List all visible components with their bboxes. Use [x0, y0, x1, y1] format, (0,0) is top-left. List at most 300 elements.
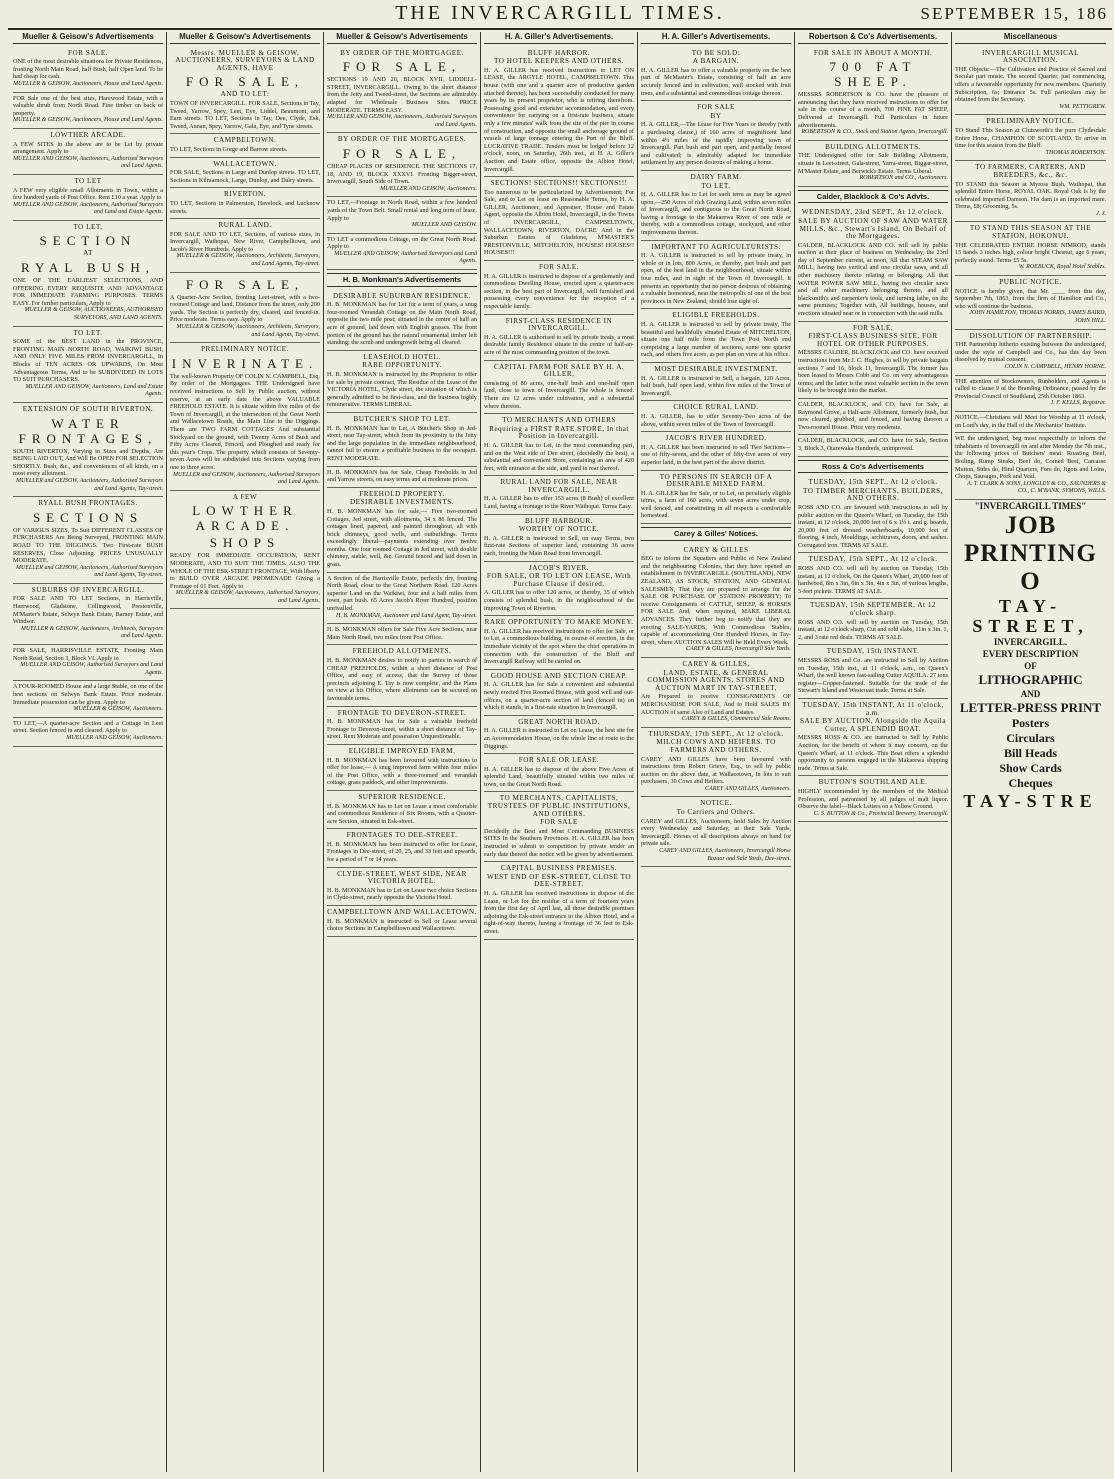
ad-body: H. A. GILLER has received instructions to offer for Sale, or to Let, a commodious building, in course of erection, in the immediate vicinity of the spot where the chief operations in connection with the construction of the Bluff and Invercargill Railway will be carried on.: [484, 627, 634, 666]
ad-heading: CAPITAL FARM FOR SALE BY H. A. GILLER,: [493, 362, 625, 379]
column-header: Mueller & Geisow's Advertisements: [170, 32, 320, 44]
ad-subheading: WORTHY OF NOTICE.: [518, 525, 600, 534]
advertisement: [641, 544, 791, 658]
advertisement: [798, 206, 948, 321]
advertisement: [327, 488, 477, 573]
ad-signature: MUELLER AND GEISOW, Auctioneers, Land and Estate Agents.: [25, 383, 163, 398]
ad-body: FOR SALE, Sections in Large and Dunlop streets. TO LET, Sections in Kilmarnock, Large, Dunlop, and Dalry streets.: [170, 169, 320, 184]
ad-subheading: LAND, ESTATE, & GENERAL COMMISSION AGENTS, STORES AND AUCTION MART IN TAY-STREET,: [647, 668, 785, 692]
ad-body: TO STAND this Season at Myross Bush, Waihopai, that splendid Entire Horse, ROYAL OAK. Royal Oak is by the celebrated imported Damson. His dam is an imported mare. Terms, £8; Grooming, 5s.: [955, 180, 1106, 211]
advertisement: [170, 343, 320, 491]
advertisement: [641, 658, 791, 728]
ad-signature: MUELLER and GEISOW, Auctioneers, Authorised Surveyors and Land Agents, Tay-street.: [15, 477, 163, 492]
ad-display-heading: INVERINATE.: [171, 355, 319, 371]
ad-body: CALDER, BLACKLOCK AND CO. will sell by public auction at their place of business on Wednesday, the 23rd day of September current, at noon, All that STEAM SAW MILL, having two vertical and one circular saws, and all other machinery thereto relating or belonging. All that WATER POWER SAW MILL, having two circular saws and all other machinery belonging thereto, and all blacksmith's and carpenter's tools, and turning lathe, on the same premises; Together with, All buildings, houses, and erections situated near or in connection with the said mills.: [798, 241, 948, 318]
advertisement: [13, 129, 163, 175]
ad-body: H. B. MONKMAN has for Sale a valuable freehold Frontage to Deveron-street, within a short distance of Tay-street. Rent Moderate and possession Unquestionable.: [327, 718, 477, 741]
advertisement: [484, 361, 634, 415]
advertisement: [170, 491, 320, 610]
ad-body: THE Partnership hitherto existing between the undersigned, under the style of Campbell and Co., has this day been dissolved by mutual consent.: [955, 341, 1106, 364]
advertisement: [327, 906, 477, 937]
ad-heading: FREEHOLD PROPERTY.: [359, 489, 445, 498]
newspaper-title: THE INVERCARGILL TIMES.: [395, 2, 725, 24]
advertisement: [641, 363, 791, 401]
ad-heading: JACOB'S RIVER HUNDRED.: [665, 434, 767, 443]
advertisement: [955, 161, 1106, 222]
ad-signature: MUELLER & GEISOW, Auctioneers, Architects, Surveyors, and Land Agents, Tay-street.: [176, 253, 320, 268]
column-header: Mueller & Geisow's Advertisements: [13, 32, 163, 44]
ad-heading: TUESDAY, 15th SEPTEMBER, At 12 o'clock sharp.: [809, 601, 937, 618]
ad-signature: MUELLER & GEISOW, Auctioneers, Authorised Surveyors, and Land Agents.: [175, 590, 320, 604]
ad-body: Too numerous to be particularized by Advertisement; For Sale, and to Let on lease on Reasonable Terms, by H. A. GILLER, Auctioneer, and Appraiser, House and Estate Agent, opposite the Albion Hotel, Invercargill, in the Towns of INVERCARGILL, CAMPBELTOWN, WALLACETOWN, RIVERTON, DACRE And in the Suburban Estates of Gladstone, M'MASTER'S PRESTONVILLE, MITCHELTON, HOUSES! HOUSES!! HOUSES!!!: [484, 188, 634, 257]
advertisement: [327, 413, 477, 467]
printing-line: INVERCARGILL.: [993, 636, 1068, 647]
ad-body: SOUTH RIVERTON, Varying in Sizes and Depths, Are BEING LAID OUT, And Will Be OPEN FOR SELECTION SHORTLY. Bush, &c., and conveniences of all kinds, on a most every allotment.: [13, 447, 163, 478]
ad-heading: TO FARMERS, CARTERS, AND BREEDERS, &c., &c.: [975, 163, 1086, 179]
ad-signature: MUELLER and GEISOW, Auctioneers, Authorised Surveyors and Land Agents, Tay-street.: [15, 564, 163, 579]
advertisement: [327, 645, 477, 706]
ad-heading: CAMPBELLTOWN AND WALLACETOWN.: [327, 908, 477, 917]
advertisement: [484, 315, 634, 361]
ad-heading: TUESDAY, 15th INSTANT, At 11 o'clock, a.m.: [802, 700, 944, 717]
advertisement: [327, 351, 477, 413]
advertisement: [484, 862, 634, 939]
ad-signature: J. F. KELLS, Registrar.: [1050, 400, 1106, 407]
advertisement: [13, 47, 163, 93]
ad-body: H. B. MONKMAN desires to notify to parties in search of CHEAP FREEHOLDS, within a short distance of Post Office, and easy of access, that the Survey of those precincts adjoining E. Tay is now complete, and the Plans on view at his Office, where allotments can be secured on favourable terms.: [327, 657, 477, 702]
ad-body: H. A. GILLER has to Let for such term as may be agreed upon,—250 Acres of rich Grazing Land, within seven miles of Invercargill, and contiguous to the Great North Road, having a frontage to the Makarewa River of one mile or thereby, with a commodious cottage, stockyard, and other improvements thereon.: [641, 191, 791, 237]
advertisement: [327, 791, 477, 829]
ad-display-heading: SECTION: [39, 233, 137, 249]
advertisement: [641, 309, 791, 363]
ad-body: H. A. GILLER is instructed to Sell, a bargain, 120 Acres, half bush, half open land, within five miles of the Town of Invercargill.: [641, 374, 791, 397]
advertisement: [641, 101, 791, 171]
ad-subheading: TO HOTEL KEEPERS AND OTHERS.: [494, 57, 624, 66]
ad-heading: TO BE SOLD:: [691, 48, 741, 57]
ad-heading: FOR SALE: [697, 103, 735, 112]
advertisement: [327, 47, 477, 134]
advertisement: [327, 868, 477, 906]
ad-display-heading: SHOPS: [209, 535, 281, 551]
advertisement: [484, 754, 634, 792]
ad-subheading: DESIRABLE INVESTMENTS.: [349, 498, 455, 507]
ad-heading: FOR SALE.: [67, 48, 109, 57]
advertisement: [484, 177, 634, 261]
printing-line: TAY-STRE: [963, 790, 1098, 811]
ad-signature: MUELLER AND GEISOW, Authorised Surveyors and Land Agents.: [334, 250, 477, 265]
section-header: Ross & Co's Advertisements: [798, 460, 948, 474]
ad-signature: MUELLER & GEISOW, Auctioneers, Architects, Surveyors, and Land Agents, Tay-street.: [176, 324, 320, 338]
advertisement: [798, 699, 948, 776]
ad-heading: CAMPBELTOWN.: [213, 136, 277, 145]
ad-heading: TO MERCHANTS AND OTHERS: [502, 416, 616, 425]
advertisement: [798, 776, 948, 822]
ad-body: TO LET a commodious Cottage, on the Great North Road. Apply to: [327, 235, 477, 251]
ad-heading: PUBLIC NOTICE.: [999, 278, 1062, 287]
ad-heading: NOTICE.: [700, 799, 732, 808]
ad-heading: LEASEHOLD HOTEL.: [363, 352, 441, 361]
ad-signature: WM. PETTIGREW.: [1059, 103, 1106, 110]
ad-signature: MUELLER & GEISOW, Auctioneers, House and Land Agents.: [13, 80, 163, 87]
ad-signature: CAREY AND GILLES, Auctioneers.: [705, 785, 791, 792]
advertisement: [327, 197, 477, 233]
ad-signature: MUELLER & GEISOW, Auctioneers.: [73, 706, 163, 713]
advertisement: [327, 467, 477, 488]
ad-heading: GREAT NORTH ROAD.: [518, 717, 600, 726]
column-header: H. A. Giller's Advertisements.: [641, 32, 791, 44]
ad-body: ROSS AND CO. are favoured with instructions to sell by public auction on the Queen's Wharf, on Tuesday, the 15th instant, at 12 o'clock, 20,000 feet of 6 x 1½ t. and g. boards, 20,000 feet of dressed weatherboards, 10,000 feet of flooring, 4 inch, Mouldings, architraves, doors, and sashes. Corrugated iron. TERMS AT SALE.: [798, 503, 948, 549]
ad-body: THE Objects:—The Cultivation and Practice of Sacred and Secular part music. The second Quarter, just commencing, offers a favourable opportunity for new members. Quarterly Subscription, 6s; Entrance 5s. Full particulars may be obtained from the Secretary.: [955, 65, 1106, 104]
ad-body: A. GILLER has to offer 120 acres, or thereby, 35 of which consists of splendid bush, in the neighbourhood of the improving Town of Riverton.: [484, 589, 634, 612]
ad-heading: LOWTHER ARCADE.: [50, 130, 126, 139]
advertisement: [13, 718, 163, 747]
ad-body: TO LET,—Frontage to North Road, within a few hundred yards of the Town Belt. Small rental and long term of lease. Apply to: [327, 199, 477, 222]
ad-signature: MUELLER & GEISOW, AUCTIONEERS, AUTHORISED SURVEYORS, AND LAND AGENTS.: [24, 307, 163, 322]
advertisement: [955, 412, 1106, 433]
ad-heading: CHOICE RURAL LAND.: [673, 403, 759, 412]
advertisement: [798, 47, 948, 141]
ad-body: H. B. MONKMAN has for Sale, Cheap Freeholds in Jed and Yarrow streets, on easy terms and at moderate prices.: [327, 468, 477, 484]
ad-heading: TO LET.: [73, 328, 103, 337]
ad-subheading: AT: [83, 249, 93, 258]
ad-body: OF VARIOUS SIZES, To Suit DIFFERENT CLASSES OF PURCHASERS Are Being Surveyed, FRONTING MAIN ROAD TO THE DIGGINGS. Two First-rate BUSH RESERVES, Close Adjoining. PRICES UNUSUALLY MODERATE.: [13, 526, 163, 565]
ad-body: MESSRS ROSS and Co. are instructed to Sell by Auction on Tuesday, 15th inst., at 11 o'clock, a.m., on Queen's Wharf, the well known fast-sailing Cutter AQUILA. 27 tons register—Copper-fastened. Suitable for the trade of the Stewart's Island and Westcoast trade. Terms at Sale.: [798, 657, 948, 695]
printing-line: Bill Heads: [1003, 745, 1057, 760]
advertisement: [955, 433, 1106, 500]
printing-line: "INVERCARGILL TIMES": [974, 500, 1087, 511]
ad-heading: CAPITAL BUSINESS PREMISES.: [500, 864, 618, 873]
issue-date: SEPTEMBER 15, 186: [920, 4, 1108, 23]
ad-subheading: WEST END OF ESK-STREET, CLOSE TO DEE-STREET.: [486, 872, 632, 889]
ad-body: H. A. GILLER has received instructions to dispose of the Lease, or Let for the residue of a term of fourteen years from the first day of April last, all those desirable premises adjoining the Esk-street entrance to the Albion Hotel, and a right-of-way thereto, having a frontage of 36 feet to Esk-street.: [484, 890, 634, 935]
ad-heading: TO PERSONS IN SEARCH OF A DESIRABLE MIXED FARM.: [659, 472, 773, 489]
ad-subheading: MILCH COWS AND HEIFERS. TO FARMERS AND OTHERS.: [656, 738, 776, 754]
ad-heading: RIVERTON.: [223, 190, 267, 199]
advertisement: [641, 401, 791, 432]
ad-heading: Messrs. MUELLER & GEISOW, AUCTIONEERS, SURVEYORS & LAND AGENTS, HAVE: [175, 48, 315, 72]
ad-heading: WALLACETOWN.: [213, 159, 277, 168]
ad-heading: PRELIMINARY NOTICE.: [201, 345, 289, 354]
ad-signature: CAREY & GILLES, Commercial Sale Rooms.: [681, 716, 791, 723]
advertisement: [641, 728, 791, 798]
advertisement: [798, 476, 948, 553]
ad-heading: FOR SALE IN ABOUT A MONTH.: [813, 48, 933, 57]
ad-signature: MUELLER AND GEISOW, Auctioneers, Authorised Surveyors and Land and Estate Agents.: [13, 201, 163, 216]
ad-body: H. A. GILLER,—The Lease for Five Years or thereby (with a purchasing clause,) of 160 acres of magnificent land within 4½ miles of the rapidly improving town of Invercargill. Part bush and part open, and partially fenced and cultivated; is admirably adapted for immediate settlement by any person desirous of making a home.: [641, 121, 791, 167]
advertisement: [327, 133, 477, 197]
ad-heading: RARE OPPORTUNITY TO MAKE MONEY.: [484, 618, 634, 627]
ad-heading: FREEHOLD ALLOTMENTS.: [352, 647, 452, 656]
ad-body: FOR Sale one of the best sites, Harewood Estate, with a valuable shrub from North Road. Fine timber on back of property.: [13, 94, 163, 117]
ad-heading: TO MERCHANTS, CAPITALISTS, TRUSTEES OF PUBLIC INSTITUTIONS, AND OTHERS.: [487, 794, 631, 818]
ad-body: H. A. GILLER is instructed to dispose of a gentlemanly and commodious Dwelling House, erected upon a quarter-acre section, in the best part of Invercargill, well furnished and possessing every convenience for the reception of a respectable family.: [484, 272, 634, 310]
printing-line: OF: [1024, 660, 1037, 671]
ad-body: A FEW SITES in the above are to be Let by private arrangement. Apply to: [13, 140, 163, 156]
ad-heading: SUPERIOR RESIDENCE.: [358, 792, 446, 801]
ad-body: NOTICE.—Christians will Meet for Worship at 11 o'clock, on Lord's day, in the Hall of the Mechanics' Institute.: [955, 413, 1106, 429]
ad-body: TO LET, Sections in Palmerston, Havelock, and Lucknow streets.: [170, 199, 320, 215]
ad-body: H. B. MONKMAN offers for Sale Five Acre Sections, near Main North Road, two miles from Post Office.: [327, 626, 477, 641]
ad-body: H. B. MONKMAN is instructed by the Proprietor to offer for sale by private contract, The Residue of the Lease of the VICTORIA HOTEL, Clyde street, the situation of which is generally admitted to be first-class, and the business highly remunerative. TERMS LIBERAL.: [327, 371, 477, 409]
ad-body: H. B. MONKMAN has to Let on Lease a most comfortable and commodious Residence of Six Rooms, with a Quarter-acre Section, situated in Esk-street.: [327, 802, 477, 825]
column-header: Mueller & Geisow's Advertisements: [327, 32, 477, 44]
ad-body: TOWN OF INVERCARGILL. FOR SALE, Sections in Tay, Tweed, Yarrow, Spey, Leet, Eye, Liddel, Beaumont, and Earn streets. TO LET, Sections in Tay, Dee, Clyde, Esk, Tweed, Annan, Spey, Yarrow, Gala, Eye, and Tyne streets.: [170, 99, 320, 130]
printing-line: LITHOGRAPHIC: [978, 671, 1083, 687]
ad-signature: MUELLER and GEISOW, Auctioneers, Authorised Surveyors and Land Agents.: [172, 471, 320, 486]
advertisement: [484, 792, 634, 862]
ad-display-heading: WATER FRONTAGES,: [18, 415, 158, 446]
advertisement: [13, 93, 163, 129]
ad-body: ROSS AND CO. will sell by auction on Tuesday, 15th instant, at 12 o'clock, On the Queen's Wharf, 20,000 feet of hardwood, 8in x 3in, 6in x 3in, 4in x 3in, of various lengths, 5-feet pickets. TERMS AT SALE.: [798, 565, 948, 595]
advertisement: [798, 553, 948, 599]
ad-heading: BY ORDER OF THE MORTGAGEE.: [340, 48, 464, 57]
column-4: [481, 32, 638, 1472]
ad-body: TO LET,—A quarter-acre Section and a Cottage in Leet street. Section fenced in and cleared. Apply to: [13, 719, 163, 735]
ad-body: CAREY and GILLES, Auctioneers, hold Sales by Auction every Wednesday and Saturday, at their Sale Yards, Invercargill. Horses of all descriptions always on hand for private sale.: [641, 817, 791, 848]
advertisement: [327, 234, 477, 270]
ad-heading: A FEW: [232, 492, 258, 501]
ad-heading: TO LET: [74, 176, 102, 185]
ad-body: HIGHLY recommended by the members of the Medical Profession, and patronised by all judges of malt liquor. Observe the label—Black Letters on a Yellow Ground.: [798, 787, 948, 811]
ad-subheading: FOR SALE, OR TO LET ON LEASE, With Purchase Clause if desired.: [486, 572, 632, 588]
advertisement: [170, 47, 320, 135]
ad-body: Decidedly the Best and Most Commanding BUSINESS SITES In the Southern Provinces. H. A. GILLER has been instructed to submit to competition by private tender an early date thereof due notice will be given by advertisement.: [484, 827, 634, 858]
advertisement: [484, 670, 634, 716]
ad-heading: BUILDING ALLOTMENTS.: [825, 142, 921, 151]
ad-subheading: A BARGAIN.: [692, 57, 740, 66]
ad-body: H. B. MONKMAN has for sale,— Five two-roomed Cottages, Jed street, with allotments, 34 x 86 fenced. The cottages lined, papered, and painted throughout, all with brick chimneys, good wells, and outbuildings. Terms exceedingly liberal—payments extending over twelve months. One four roomed Cottage in Jed street, with double chimney, stable, well, &c. Ground fenced and laid down in grass.: [327, 507, 477, 569]
printing-line: TAY-STREET,: [972, 595, 1089, 636]
ad-heading: INVERCARGILL MUSICAL ASSOCIATION.: [982, 48, 1079, 65]
ad-heading: DESIRABLE SUBURBAN RESIDENCE.: [332, 291, 472, 300]
advertisement: [484, 261, 634, 315]
advertisement: [484, 562, 634, 617]
ad-subheading: AND TO LET:: [220, 90, 270, 99]
ad-heading: FOR SALE OR LEASE.: [518, 756, 600, 765]
ad-body: A FOUR-ROOMED House and a large Stable, on one of the best sections on Selwyn Bank Estate. Price moderate. Immediate possession can be given. Apply to: [13, 683, 163, 706]
column-7: [952, 32, 1109, 1472]
ad-body: ROSS AND CO. will sell by auction on Tuesday, 15th instant, at 12 o'clock sharp, Cut and sold slabs, 11in x 3in. 1, 2, and 3 rate red deals. TERMS AT SALE.: [798, 618, 948, 641]
advertisement: [13, 645, 163, 681]
advertisement: [327, 829, 477, 867]
section-header: Calder, Blacklock & Co's Advts.: [798, 190, 948, 204]
advertisement: [13, 584, 163, 645]
ad-body: MESSRS CALDER, BLACKLOCK and CO. have received instructions from Mr J. C. Hughes, to sell by private bargain sections 7 and 16, block 11, Invercargill. The former has been leased to Messrs Cobb and Co. on very advantageous terms; and the latter is the most valuable section in the town likely to be brought into the market.: [798, 349, 948, 395]
ad-body: H. A. GILLER is instructed to Sell, on easy Terms, two first-rate Sections of superior land, containing 36 acres each, fronting the Main Road from Invercargill.: [484, 534, 634, 558]
columns-container: [10, 32, 1112, 1472]
advertisement: [484, 616, 634, 670]
ad-heading: DISSOLUTION OF PARTNERSHIP.: [969, 331, 1092, 340]
ad-body: TO Stand This Season at Clutsworth's the pure Clydesdale Entire Horse, CHAMPION OF SCOTLAND. To arrive in time for this season from the Bluff.: [955, 126, 1106, 150]
ad-display-heading: 700 FAT SHEEP.: [829, 59, 917, 90]
advertisement: [484, 47, 634, 178]
ad-signature: H. B. MONKMAN, Auctioneer and Land Agent, Tay-street.: [336, 612, 477, 619]
ad-body: BEG to inform the Squatters and Public of New Zealand and the neighbouring Colonies, that they have opened an establishment in INVERCARGILL (SOUTHLAND), NEW ZEALAND, AS STOCK, STATION, AND GENERAL SALESMEN, That they are prepared to arrange for the SALE OR PURCHASE OF STATION PROPERTY; To receive Consignments of CATTLE, SHEEP, & HORSES FOR SALE And, when required, MAKE LIBERAL ADVANCES. They further beg to notify that they are erecting SALE-YARDS, With Commodious Stables, capable of accommodating One Hundred Horses, in Tay-street, where AUCTION SALES Will be Held Every Week.: [641, 555, 791, 646]
advertisement: [13, 175, 163, 221]
ad-body: THE attention of Stockowners, Runholders, and Agents is called to clause 9 of the Branding Ordinance, passed by the Provincial Council of Southland, 25th October 1863.: [955, 377, 1106, 400]
ad-heading: WEDNESDAY, 23rd SEPT., At 12 o'clock.: [801, 208, 945, 217]
advertisement: [798, 399, 948, 435]
ad-body: H. A. GILLER is instructed to sell by private treaty, in whole or in lots, 800 Acres, or thereby, part bush and part open, of the best land in the neighbourhood, situate within four miles, and in sight of the Town of Invercargill. It presents an opportunity that no person desirous of obtaining a valuable homestead, near the metropolis of one of the best provinces in New Zealand, should lose sight of.: [641, 252, 791, 305]
ad-body: H. A. GILLER has to offer 153 acres (8 Bush) of excellent Land, having a frontage to the River Waihopai. Terms Easy.: [484, 495, 634, 511]
advertisement: [327, 707, 477, 745]
ad-signature: ROBERTSON and CO., Auctioneers.: [859, 175, 948, 182]
printing-line: Posters: [1011, 715, 1050, 730]
ad-signature: MUELLER & GEISOW, Auctioneers, House and Land Agents.: [13, 117, 163, 124]
ad-heading: MOST DESIRABLE INVESTMENT.: [654, 364, 778, 373]
section-header: H. B. Monkman's Advertisements: [327, 273, 477, 287]
advertisement: [955, 47, 1106, 116]
advertisement: [955, 376, 1106, 412]
ad-signature: MUELLER AND GEISOW, Auctioneers, Authorised Surveyors and Land Agents.: [13, 155, 163, 170]
ad-signature: THOMAS ROBERTSON.: [1045, 149, 1106, 156]
advertisement: [798, 645, 948, 699]
advertisement: [955, 276, 1106, 330]
ad-display-heading: RYAL BUSH,: [21, 260, 155, 276]
column-6: [795, 32, 952, 1472]
advertisement: [484, 476, 634, 514]
advertisement: [13, 327, 163, 403]
advertisement: [327, 624, 477, 645]
ad-heading: FRONTAGES TO DEE-STREET.: [346, 831, 458, 840]
ad-body: H. B. MONKMAN has to Let on Lease two choice Sections in Clyde-street, nearly opposite the Victoria Hotel.: [327, 886, 477, 902]
ad-signature: ROBERTSON & CO., Stock and Station Agents, Invercargill.: [801, 129, 948, 136]
ad-heading: BUTTON'S SOUTHLAND ALE.: [818, 778, 928, 787]
printing-line: EVERY DESCRIPTION: [982, 648, 1079, 659]
ad-body: Are Prepared to receive CONSIGNMENTS OF MERCHANDISE FOR SALE, And to Hold SALES BY AUCTION of same Also of Land and Estates.: [641, 693, 791, 716]
ad-heading: CAREY & GILLES: [683, 545, 749, 554]
column-1: [10, 32, 167, 1472]
ad-subheading: BY: [710, 111, 722, 120]
ad-body: MESSRS ROBERTSON & CO. have the pleasure of announcing that they have received instructions to offer for sale in the course of a month, 700 FINE FAT SHEEP, Delivered at Invercargill. Full Particulars in future advertisements.: [798, 91, 948, 129]
ad-body: A Quarter-Acre Section, fronting Leet-street, with a two-roomed Cottage and land. Distance from the street, only 200 yards. The Section is perfectly dry, cleared, and fenced-in. Price moderate. Terms easy. Apply to: [170, 293, 320, 324]
ad-display-heading: FOR SALE,: [342, 59, 462, 75]
ad-display-heading: FOR SALE,: [185, 74, 305, 90]
ad-signature: JOHN HAMILTON, THOMAS NORRIS, JAMES BAIRD, JOHN HILL.: [969, 310, 1106, 324]
ad-heading: FIRST-CLASS RESIDENCE IN INVERCARGILL.: [505, 316, 613, 333]
ad-subheading: Requiring a FIRST RATE STORE, In that Position in Invercargill.: [489, 424, 629, 441]
ad-signature: MUELLER AND GEISOW, Authorised Surveyors and Land Agents.: [20, 662, 163, 676]
ad-body: H. A. GILLER has to Let, in the most commanding part, and on the West side of Dee street, (decidedly the best), a substantial and convenient Store, containing an area of 420 feet, with entrance at the side, and yard in rear thereof.: [484, 441, 634, 472]
ad-heading: CLYDE-STREET, WEST SIDE, NEAR VICTORIA HOTEL.: [337, 869, 467, 886]
advertisement: [170, 158, 320, 189]
ad-body: MESSRS ROSS & CO. are instructed to Sell by Public Auction, for the benefit of whom it may concern, on the Queen's Wharf, at 11 o'clock. This Boat offers a splendid opportunity to persons engaged in the Makarewa shipping trade. Terms at Sale.: [798, 734, 948, 772]
ad-signature: J. J.: [1096, 210, 1106, 217]
ad-signature: COLIN N. CAMPBELL, HENRY HORNE.: [1004, 363, 1106, 370]
ad-body: H. A. GILLER, has to offer Seventy-Two acres of the above, within seven miles of the Town of Invercargill.: [641, 412, 791, 428]
ad-body: H. B. MONKMAN has to Let, A Butcher's Shop in Jed-street, near Tay-street, which from its proximity to the Jetty and the large population in the immediate neighbourhood, cannot fail to ensure a profitable business to the occupant. RENT MODERATE.: [327, 424, 477, 462]
ad-heading: FOR SALE.: [538, 263, 580, 272]
column-2: [167, 32, 324, 1472]
ad-subheading: SALE BY AUCTION OF SAW AND WATER MILLS, &c., Stewart's Island, On Behalf of the Mortgagees.: [798, 216, 948, 241]
ad-body: ONE of the most desirable situations for Private Residences, fronting North Main Road, half Bush, half Open land. To be had cheap for cash.: [13, 58, 164, 81]
ad-heading: BLUFF HARBOR.: [527, 48, 591, 57]
ad-signature: C. S. BUTTON & Co., Provincial Brewery, Invercargill.: [813, 810, 948, 817]
ad-heading: TO STAND THIS SEASON AT THE STATION, HOKONUI.: [969, 224, 1092, 241]
ad-heading: JACOB'S RIVER.: [528, 563, 590, 572]
advertisement: [641, 47, 791, 102]
ad-heading: GOOD HOUSE AND SECTION CHEAP.: [490, 671, 628, 680]
advertisement: [955, 330, 1106, 376]
advertisement: [955, 115, 1106, 161]
advertisement: [484, 515, 634, 562]
advertisement: [13, 403, 163, 497]
ad-body: H. A. GILLER is authorised to sell by private treaty, a most desirable family Residence situate in the centre of half-an-acre of the most commanding position of the town.: [484, 333, 634, 356]
advertisement: [641, 471, 791, 525]
advertisement: [170, 273, 320, 344]
ad-subheading: FOR SALE: [540, 818, 578, 827]
ad-heading: TUESDAY, 15th SEPT., At 12 o'clock.: [808, 555, 938, 564]
ad-subheading: TO TIMBER MERCHANTS, BUILDERS, AND OTHERS.: [803, 486, 943, 503]
ad-body: consisting of 80 acres, one-half bush and one-half open land, close to town of Invercargill. The whole is fenced. There are 12 acres under cultivation, and a substantial where thereon.: [484, 379, 634, 410]
ad-display-heading: FOR SALE,: [342, 145, 462, 161]
ad-body: H. A. GILLER has to dispose of the above Five Acres of splendid Land, beautifully situated within two miles of town, on the Great North Road.: [484, 765, 634, 788]
ad-body: H. B. MONKMAN is instructed to Sell or Lease several choice Sections in Campbelltown and Wallacetown.: [327, 917, 477, 933]
ad-body: A FEW very eligible small Allotments in Town, within a few hundred yards of Post Office. Rent £10 a year. Apply to: [13, 186, 163, 202]
advertisement: [798, 141, 948, 187]
ad-body: The well-known Property OF COLIN N. CAMPBELL, Esq. By order of the Mortgagees. THE Undersigned have received instructions to Sell by Public auction, without reserve, at an early date the above VALUABLE FREEHOLD ESTATE. It is situate within five miles of the Town of Invercargill, at the intersection of the Great North and Wallacetown Roads, the Main Line to the Diggings. There are TWO FARM COTTAGES And substantial Stockyard on the ground, with Twenty Acres of Bush and Fifty Acres Cleared, Fenced, and Ploughed and ready for this year's Crops. The property which consists of Seventy-seven Acres will be subdivided into Sections varying from one to three acres.: [170, 372, 320, 471]
ad-body: THE CELEBRATED ENTIRE HORSE NIMROD, stands 15 hands 3 inches high, colour bright Chesnut, age 6 years, perfectly sound. Terms £5 5s.: [955, 241, 1106, 264]
ad-signature: MUELLER AND GEISOW, Auctioneers.: [66, 734, 163, 741]
ad-heading: SUBURBS OF INVERCARGILL.: [31, 585, 145, 594]
ad-signature: MUELLER & GEISOW, Auctioneers, Architects, Surveyors and Land Agents.: [21, 625, 163, 640]
ad-heading: TUESDAY, 15th SEPT., At 12 o'clock.: [808, 478, 938, 487]
ad-body: CALDER, BLACKLOCK, and CO. have for Sale, at Raymond Grove, a Half-acre Allotment, formerly bush, but now cleared, grubbed, and fenced, and having thereon a Two-roomed House. Price very moderate.: [798, 400, 948, 431]
advertisement: [13, 497, 163, 584]
ad-heading: BLUFF HARBOUR.: [524, 516, 594, 525]
printing-line: Circulars: [1006, 730, 1055, 745]
advertisement: [641, 797, 791, 867]
ad-body: H. B. MONKMAN has been favoured with instructions to offer for lease,— A snug improved farm within four miles of the Post Office, with a three-roomed and verandah cottage, grass paddock, and other improvements.: [327, 756, 477, 787]
ad-heading: PRELIMINARY NOTICE.: [986, 117, 1075, 126]
ad-heading: BUTCHER'S SHOP TO LET.: [353, 414, 451, 423]
column-header: Robertson & Co's Advertisements.: [798, 32, 948, 44]
ad-display-heading: FOR SALE,: [185, 276, 305, 292]
advertisement: [170, 219, 320, 273]
ad-heading: ELIGIBLE FREEHOLDS.: [672, 311, 760, 320]
ad-body: H. B. MONKMAN has been instructed to offer for Lease, Frontages in Dee-street, of 20, 25, and 33 feet and upwards, for a period of 7 or 14 years.: [327, 840, 477, 864]
advertisement: [798, 599, 948, 645]
advertisement: [798, 322, 948, 399]
ad-body: H. A. GILLER is instructed to Let on Lease, the best site for an Accommodation House, on the whole line of route to the Diggings.: [484, 727, 634, 750]
printing-line: AND: [1020, 688, 1041, 699]
column-5: [638, 32, 795, 1472]
ad-body: SOME of the BEST LAND in the PROVINCE, FRONTING MAIN NORTH ROAD, WAIKIWI BUSH, AND ONLY FIVE MILES FROM INVERCARGILL, In Blocks of TEN ACRES OR UPWARDS, On Most Advantageous Terms, And to be SUBDIVIDED IN LOTS TO SUIT PURCHASERS.: [13, 338, 163, 384]
printing-line: JOB PRINTING O: [963, 511, 1097, 595]
ad-body: H. A. GILLER has for Sale a convenient and substantial newly erected Five Roomed House, with good well and out-offices, on a quarter-acre section of land (fenced in) on which it stands, in a first-rate situation in Invercargill.: [484, 681, 634, 712]
ad-body: NOTICE is hereby given, that Mr. ____ from this day, September 7th, 1863, from the firm of Hamilton and Co., who will continue the business.: [955, 287, 1106, 310]
column-header: H. A. Giller's Advertisements.: [484, 32, 634, 44]
section-header: Carey & Gilles' Notices.: [641, 527, 791, 541]
ad-heading: TUESDAY, 15th INSTANT.: [826, 647, 920, 656]
advertisement: [13, 221, 163, 327]
advertisement: [641, 432, 791, 470]
ad-display-heading: LOWTHER ARCADE.: [192, 503, 298, 534]
ad-body: FOR SALE AND TO LET, Sections, of various sizes, in Invercargill, Waihopai, New River, Campbelltown, and Jacob's River Hundreds. Apply to: [170, 230, 320, 253]
masthead: [8, 0, 1112, 30]
ad-heading: RURAL LAND FOR SALE, NEAR INVERCARGILL.: [500, 478, 618, 494]
ad-body: ONE OF THE EARLIEST SELECTIONS, AND OFFERING EVERY REQUISITE AND ADVANTAGE FOR IMMEDIATE FARMING PURPOSES. TERMS EASY. For further particulars, Apply to: [13, 277, 163, 307]
ad-signature: MUELLER AND GEISOW, Auctioneers.: [380, 185, 477, 192]
ad-body: SECTIONS 19 AND 20, BLOCK XVII, LIDDELL-STREET, INVERCARGILL. Owing to the short distance from the Jetty and Tweed-street, the Sections are admirably adapted for Wholesale Business Sites. PRICE MODERATE. TERMS EASY.: [327, 76, 477, 114]
ad-body: H. A. GILLER has to offer a valuable property on the best part of McMaster's Estate, consisting of half an acre securely fenced and in cultivation, well stocked with fruit trees, and a substantial and commodious cottage thereon.: [641, 66, 791, 97]
ad-body: H. B. MONKMAN has for Let for a term of years, a snug four-roomed Verandah Cottage on the Main North Road, opposite the two mile post; situated in the centre of half an acre of ground, laid down with English grasses. The front portion of the ground has the natural ornamental timber left standing; the scrub and undergrowth being all cleared.: [327, 301, 477, 347]
advertisement: [955, 222, 1106, 276]
ad-body: READY FOR IMMEDIATE OCCUPATION, RENT MODERATE, AND TO SUIT THE TIMES. ALSO THE WHOLE OF THE ESK-STREET FRONTAGE, With liberty to BUILD OVER ARCADE PROMENADE Giving a Frontage of 61 Feet. Apply to: [170, 552, 320, 590]
ad-heading: EXTENSION OF SOUTH RIVERTON.: [22, 404, 154, 413]
ad-body: H. A. GILLER has for Sale, or to Let, on peculiarly eligible terms, a farm of 160 acres, with seven acres under crop, well fenced, and constituting in all respects a comfortable homestead.: [641, 489, 791, 520]
ad-subheading: FIRST-CLASS BUSINESS SITE, FOR HOTEL OR OTHER PURPOSES.: [808, 332, 938, 348]
